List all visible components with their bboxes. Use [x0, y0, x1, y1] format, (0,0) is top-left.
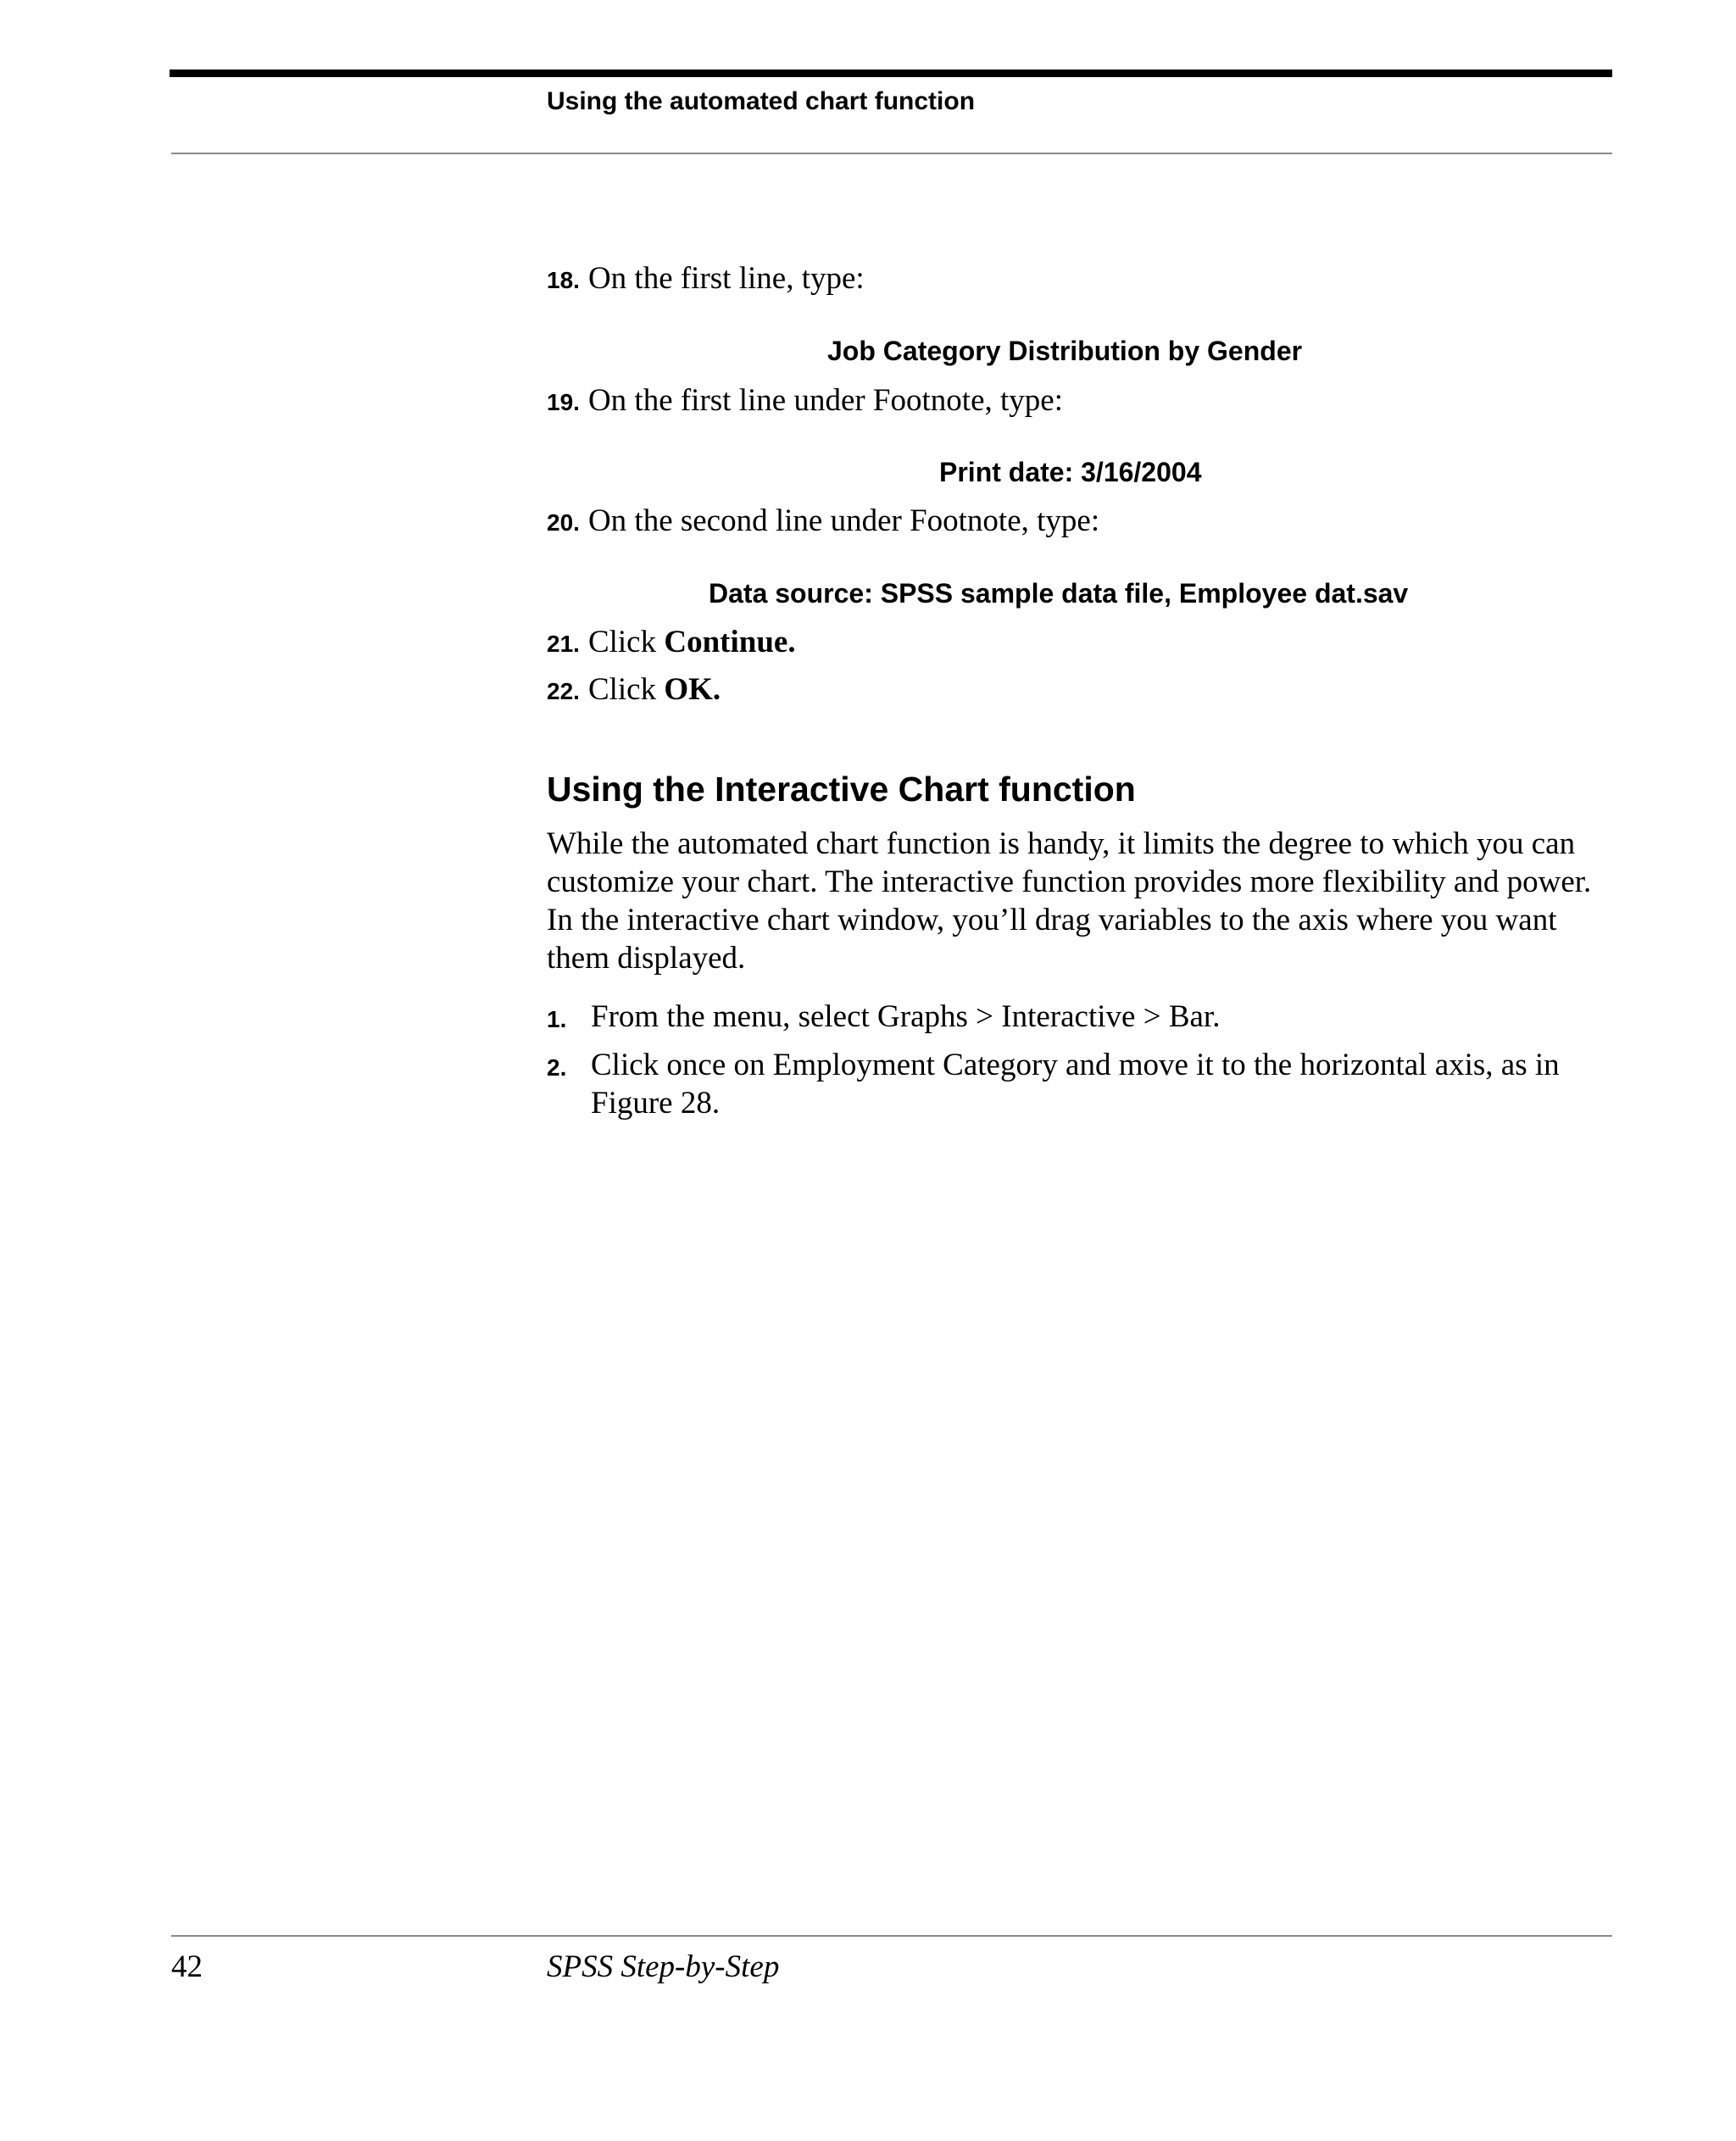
- running-head: Using the automated chart function: [547, 87, 976, 115]
- step-19: [547, 381, 1063, 422]
- step-text: On the first line, type:: [587, 261, 865, 296]
- section-heading: Using the Interactive Chart function: [547, 770, 1136, 809]
- step-number: 22.: [547, 678, 580, 704]
- header-divider: [171, 153, 1612, 154]
- typed-title: Job Category Distribution by Gender: [827, 336, 1303, 366]
- step-number: 19.: [547, 389, 580, 415]
- step-18: [547, 259, 865, 300]
- book-title: SPSS Step-by-Step: [547, 1949, 780, 1984]
- step-number: 20.: [547, 509, 580, 536]
- step-21: [547, 623, 796, 664]
- step-22: [547, 670, 721, 711]
- section-step-1: [547, 998, 1616, 1036]
- step-text: From the menu, select Graphs > Interactive > Bar.: [591, 999, 1221, 1034]
- footer-divider: [171, 1935, 1612, 1937]
- step-text: Click: [587, 672, 665, 707]
- typed-footnote-2: Data source: SPSS sample data file, Employee dat.sav: [709, 578, 1409, 609]
- ok-label: OK.: [664, 672, 721, 707]
- step-number: 2.: [547, 1054, 567, 1081]
- step-number: 1.: [547, 1006, 567, 1032]
- section-step-2: [547, 1046, 1616, 1122]
- page-number: 42: [171, 1949, 203, 1984]
- intro-paragraph: While the automated chart function is handy, it limits the degree to which you can customize your chart. The interactive function provides more flexibility and power. In the interactive chart window, you’ll drag variables to the axis where you want them displayed.: [547, 826, 1592, 976]
- typed-footnote-1: Print date: 3/16/2004: [939, 457, 1202, 487]
- header-top-rule: [170, 70, 1612, 77]
- step-text: Click once on Employment Category and move it to the horizontal axis, as in Figure 28.: [591, 1048, 1560, 1121]
- step-text: On the second line under Footnote, type:: [587, 503, 1100, 538]
- step-text: Click: [587, 625, 665, 659]
- step-number: 18.: [547, 267, 580, 293]
- step-number: 21.: [547, 631, 580, 657]
- step-text: On the first line under Footnote, type:: [587, 383, 1063, 418]
- step-20: [547, 502, 1099, 542]
- continue-label: Continue.: [664, 625, 796, 659]
